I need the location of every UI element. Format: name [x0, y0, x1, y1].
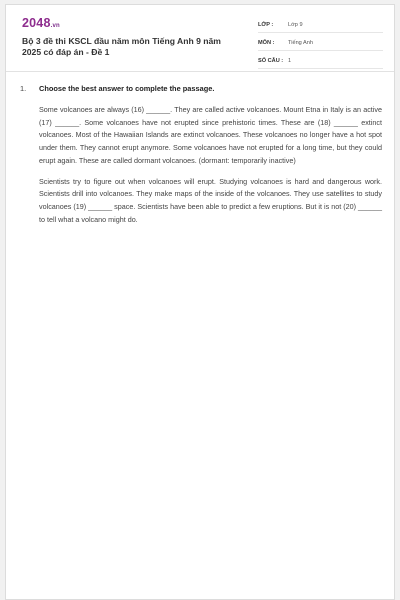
logo-tld: .vn [50, 23, 60, 29]
meta-label: LỚP : [258, 22, 274, 28]
header-divider [6, 71, 394, 72]
site-logo[interactable] [22, 16, 60, 30]
meta-value: 1 [288, 58, 292, 64]
meta-row-class [258, 18, 383, 33]
meta-value: Tiếng Anh [288, 40, 313, 46]
exam-sheet [5, 4, 395, 600]
meta-value: Lớp 9 [288, 22, 303, 28]
document-title: Bộ 3 đề thi KSCL đầu năm môn Tiếng Anh 9 năm 2025 có đáp án - Đề 1 [22, 36, 221, 57]
question-instruction: Choose the best answer to complete the passage. [39, 84, 215, 93]
meta-label: SỐ CÂU : [258, 58, 284, 64]
meta-table [258, 18, 383, 72]
question-block [20, 84, 382, 234]
question-number: 1. [20, 84, 27, 93]
question-header [20, 84, 382, 93]
meta-row-question-count [258, 54, 383, 69]
document-header [6, 5, 394, 71]
passage-paragraph: Some volcanoes are always (16) ______. They are called active volcanoes. Mount Etna in Italy is an active (17) ______. Some volcanoes have not erupted since prehistoric times. These are (18) ______ extinct volcanoes. Most of the Hawaiian Islands are extinct volcanoes. These volcanoes no longer have a hot spot under them. They cannot erupt anymore. Some volcanoes have not erupted for a long time, but they could erupt again. These are called dormant volcanoes. (dormant: temporarily inactive) [39, 105, 382, 165]
meta-row-subject [258, 36, 383, 51]
meta-label: MÔN : [258, 40, 275, 46]
logo-name: 2048 [22, 16, 51, 30]
passage-paragraph: Scientists try to figure out when volcanoes will erupt. Studying volcanoes is hard and dangerous work. Scientists drill into volcanoes. They make maps of the inside of the volcanoes. They use satellites to study volcanoes (19) ______ space. Scientists have been able to predict a few eruptions. But it is not (20) ______ to tell what a volcano might do. [39, 176, 382, 224]
reading-passage [39, 104, 382, 226]
